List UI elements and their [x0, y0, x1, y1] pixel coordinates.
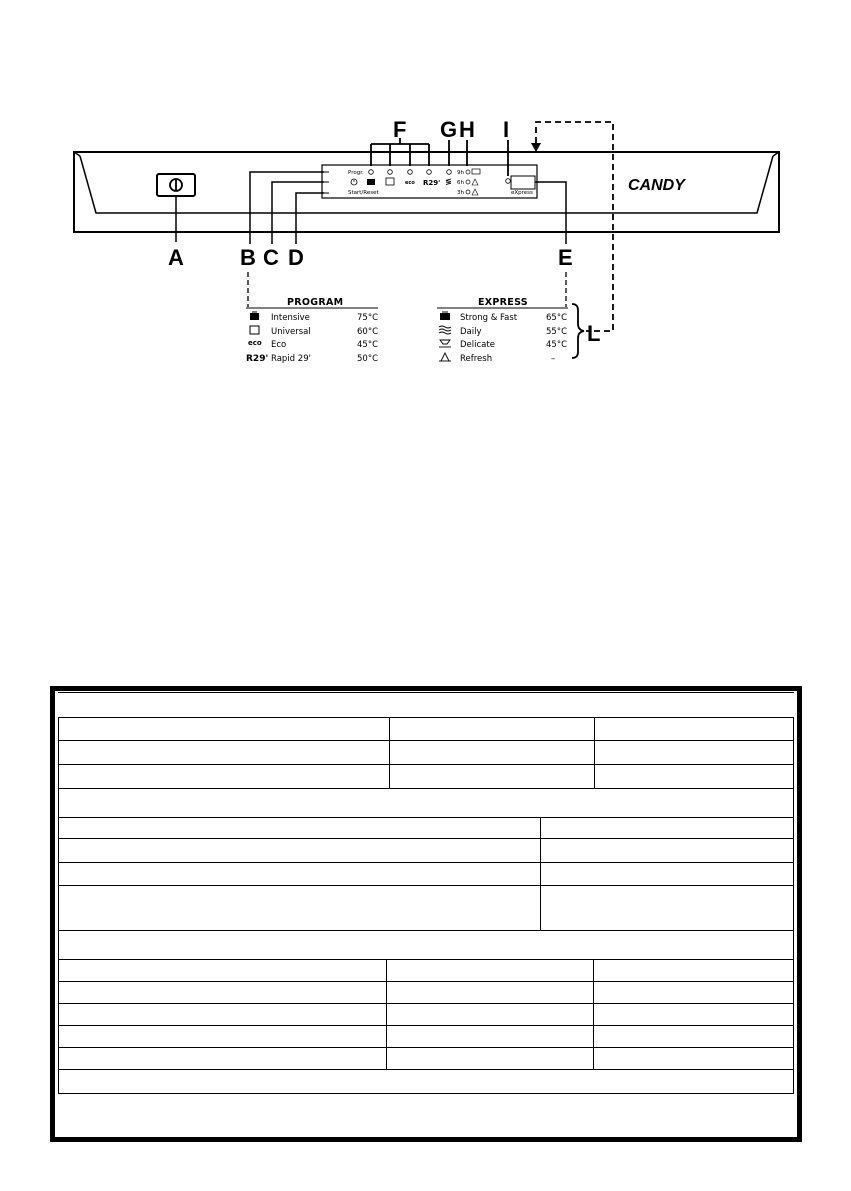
section-2-header-row: [58, 789, 794, 818]
svg-text:Rapid 29': Rapid 29': [271, 354, 311, 364]
panel-eco-icon: eco: [405, 180, 415, 186]
section-1-header-row: [58, 692, 794, 693]
callout-d: D: [288, 245, 304, 270]
daily-waves-icon: [439, 326, 451, 334]
strong-pot-icon: [440, 313, 450, 320]
section-1-row-2: [58, 741, 794, 765]
svg-text:45°C: 45°C: [546, 340, 568, 350]
callout-c: C: [263, 245, 279, 270]
section-2-row-3: [58, 863, 794, 886]
section-1-row-1: [58, 717, 794, 741]
brand-logo: CANDY: [628, 177, 685, 194]
section-3-row-3: [58, 1004, 794, 1026]
svg-text:Universal: Universal: [271, 327, 311, 337]
section-3-row-4: [58, 1026, 794, 1048]
section-1-row-3: [58, 765, 794, 789]
section-3-row-1: [58, 960, 794, 982]
indicator-9h: 9h: [457, 170, 464, 176]
indicator-3h: 3h: [457, 190, 464, 196]
program-row-universal: [250, 326, 378, 337]
express-table: [437, 297, 568, 364]
express-row-daily: [439, 326, 567, 337]
eco-icon: eco: [248, 339, 262, 347]
rapid-icon: R29': [246, 354, 269, 364]
svg-text:60°C: 60°C: [357, 327, 379, 337]
svg-text:65°C: 65°C: [546, 313, 568, 323]
blank-form-table: [50, 686, 802, 1142]
callout-b: B: [240, 245, 256, 270]
program-table: [246, 297, 378, 364]
program-row-eco: [248, 339, 378, 350]
section-2-row-4: [58, 886, 794, 931]
section-3-row-5: [58, 1048, 794, 1070]
svg-text:Strong & Fast: Strong & Fast: [460, 313, 518, 323]
section-3-row-2: [58, 982, 794, 1004]
svg-text:Intensive: Intensive: [271, 313, 310, 323]
panel-intensive-icon: [367, 179, 375, 185]
svg-text:Daily: Daily: [460, 327, 482, 337]
dashed-link-l: [536, 122, 613, 331]
svg-text:Delicate: Delicate: [460, 340, 495, 350]
callout-h: H: [459, 117, 475, 142]
section-4-row-1: [58, 1070, 794, 1094]
express-row-refresh: [439, 353, 555, 364]
refresh-icon: [439, 353, 451, 361]
svg-text:50°C: 50°C: [357, 354, 379, 364]
svg-text:–: –: [551, 354, 556, 364]
svg-text:45°C: 45°C: [357, 340, 379, 350]
callout-l: L: [587, 321, 601, 346]
program-title: PROGRAM: [287, 297, 344, 308]
intensive-pot-icon: [250, 313, 259, 320]
svg-text:75°C: 75°C: [357, 313, 379, 323]
svg-text:Refresh: Refresh: [460, 354, 493, 364]
section-2-row-1: [58, 818, 794, 839]
section-3-header-row: [58, 931, 794, 960]
program-row-intensive: [250, 312, 378, 323]
express-button-label: eXpress: [511, 190, 533, 196]
section-2-row-2: [58, 839, 794, 863]
panel-rapid-icon: R29': [423, 179, 441, 187]
indicator-6h: 6h: [457, 180, 464, 186]
express-row-delicate: [439, 340, 567, 350]
delicate-glass-icon: [439, 340, 451, 347]
callout-e: E: [558, 245, 573, 270]
svg-text:Eco: Eco: [271, 340, 287, 350]
callout-f: F: [393, 117, 407, 142]
callout-bcd-leaders: [250, 172, 324, 244]
universal-pan-icon: [250, 326, 259, 334]
express-button[interactable]: [511, 176, 535, 189]
panel-halfload-icon: ≶: [445, 177, 452, 186]
start-reset-label: Start/Reset: [348, 190, 379, 196]
power-button[interactable]: [157, 174, 195, 196]
callout-g: G: [440, 117, 458, 142]
program-row-rapid: [246, 354, 378, 364]
callout-i: I: [503, 117, 510, 142]
express-row-strong: [440, 312, 567, 323]
prog-label: Progr.: [348, 170, 364, 176]
arrow-head: [531, 143, 541, 152]
express-brace: [572, 304, 584, 358]
callout-a: A: [168, 245, 184, 270]
svg-text:55°C: 55°C: [546, 327, 568, 337]
express-title: EXPRESS: [478, 297, 528, 308]
